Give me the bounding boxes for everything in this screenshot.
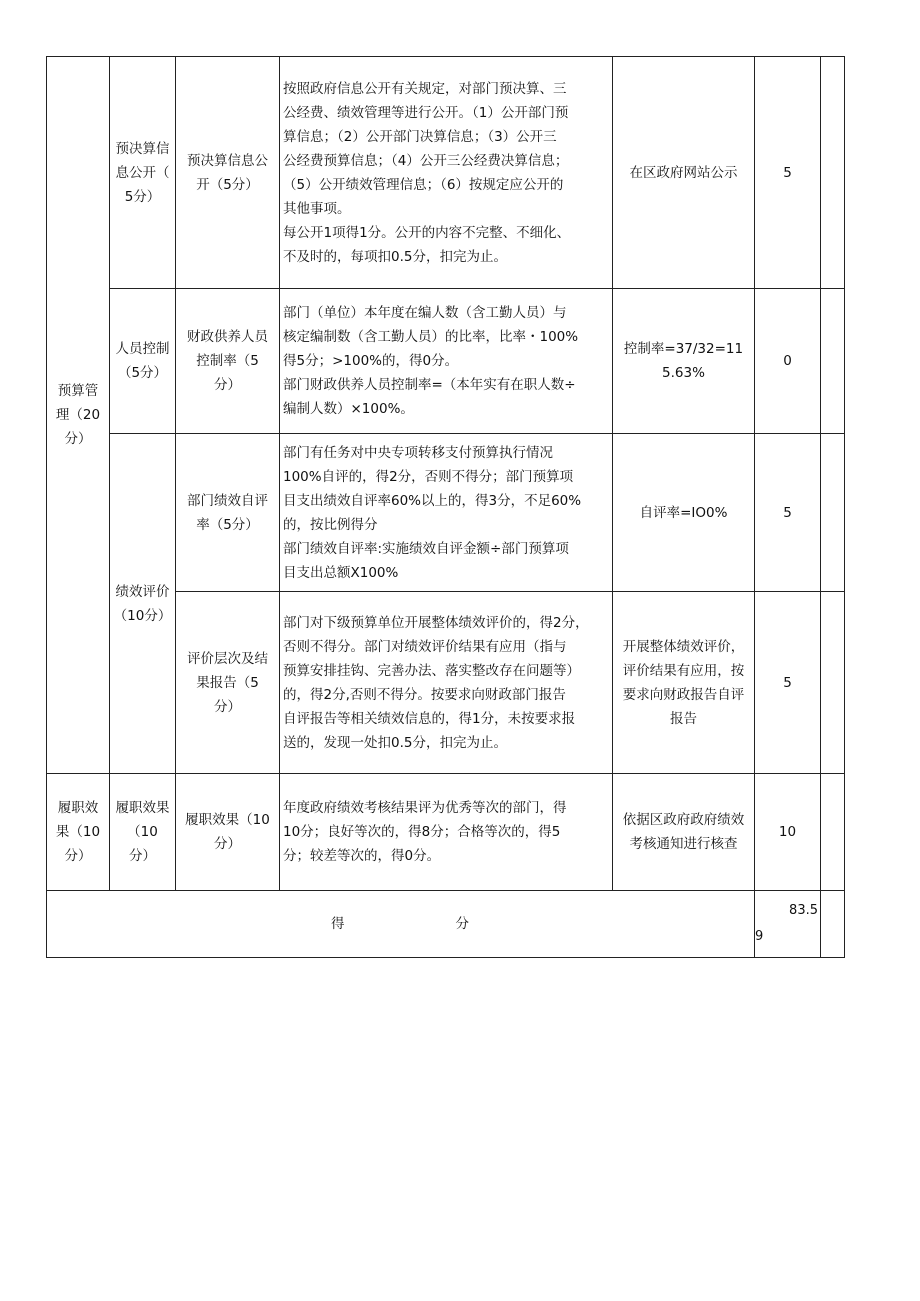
blank-cell [821,891,845,958]
item-cell: 财政供养人员 控制率（5 分） [176,289,280,434]
score-cell: 5 [755,592,821,774]
subcategory-cell: 人员控制 （5分） [110,289,176,434]
score-cell: 5 [755,434,821,592]
table-row [47,774,845,891]
category-cell: 履职效 果（10 分） [47,774,110,891]
blank-cell [821,774,845,891]
evidence-cell: 自评率=IO0% [613,434,755,592]
criteria-cell: 按照政府信息公开有关规定，对部门预决算、三 公经费、绩效管理等进行公开。（1）公开部门预 算信息；（2）公开部门决算信息；（3）公开三 公经费预算信息；（4）公开三公经费决算信息； （5）公开绩效管理信息；（6）按规定应公开的 其他事项。 每公开1项得1分。公开的内容不完整、不细化、 不及时的，每项扣0.5分，扣完为止。 [280,57,613,289]
total-row [47,891,845,958]
criteria-cell: 部门有任务对中央专项转移支付预算执行情况 100%自评的，得2分，否则不得分；部门预算项 目支出绩效自评率60%以上的，得3分，不足60% 的，按比例得分 部门绩效自评率:实施绩效自评金额÷部门预算项 目支出总额X100% [280,434,613,592]
total-label-char-1: 得 [331,916,346,932]
item-cell: 部门绩效自评 率（5分） [176,434,280,592]
score-cell: 5 [755,57,821,289]
subcategory-cell: 绩效评价 （10分） [110,434,176,774]
criteria-cell: 部门对下级预算单位开展整体绩效评价的，得2分， 否则不得分。部门对绩效评价结果有应用（指与 预算安排挂钩、完善办法、落实整改存在问题等） 的，得2分,否则不得分。按要求向财政部门报告 自评报告等相关绩效信息的，得1分，未按要求报 送的，发现一处扣0.5分，扣完为止。 [280,592,613,774]
total-score-part-1: 83.5 [789,903,818,918]
evidence-cell: 控制率=37/32=11 5.63% [613,289,755,434]
blank-cell [821,592,845,774]
criteria-cell: 年度政府绩效考核结果评为优秀等次的部门，得 10分；良好等次的，得8分；合格等次的，得5 分；较差等次的，得0分。 [280,774,613,891]
item-cell: 预决算信息公 开（5分） [176,57,280,289]
blank-cell [821,289,845,434]
score-cell: 10 [755,774,821,891]
subcategory-cell: 履职效果 （10 分） [110,774,176,891]
blank-cell [821,434,845,592]
subcategory-cell: 预决算信 息公开（ 5分） [110,57,176,289]
item-cell: 评价层次及结 果报告（5 分） [176,592,280,774]
evidence-cell: 依据区政府政府绩效 考核通知进行核查 [613,774,755,891]
table-row [47,434,845,592]
category-cell: 预算管 理（20 分） [47,57,110,774]
table-row [47,289,845,434]
evidence-cell: 在区政府网站公示 [613,57,755,289]
total-score-cell [755,891,821,958]
total-label [47,891,755,958]
blank-cell [821,57,845,289]
item-cell: 履职效果（10 分） [176,774,280,891]
score-table [46,56,845,958]
total-label-char-2: 分 [455,916,470,932]
score-cell: 0 [755,289,821,434]
total-score-part-2: 9 [755,929,764,944]
criteria-cell: 部门（单位）本年度在编人数（含工勤人员）与 核定编制数（含工勤人员）的比率，比率・100% 得5分；>100%的，得0分。 部门财政供养人员控制率=（本年实有在职人数÷ 编制人数）×100%。 [280,289,613,434]
evidence-cell: 开展整体绩效评价， 评价结果有应用，按 要求向财政报告自评 报告 [613,592,755,774]
table-row [47,57,845,289]
